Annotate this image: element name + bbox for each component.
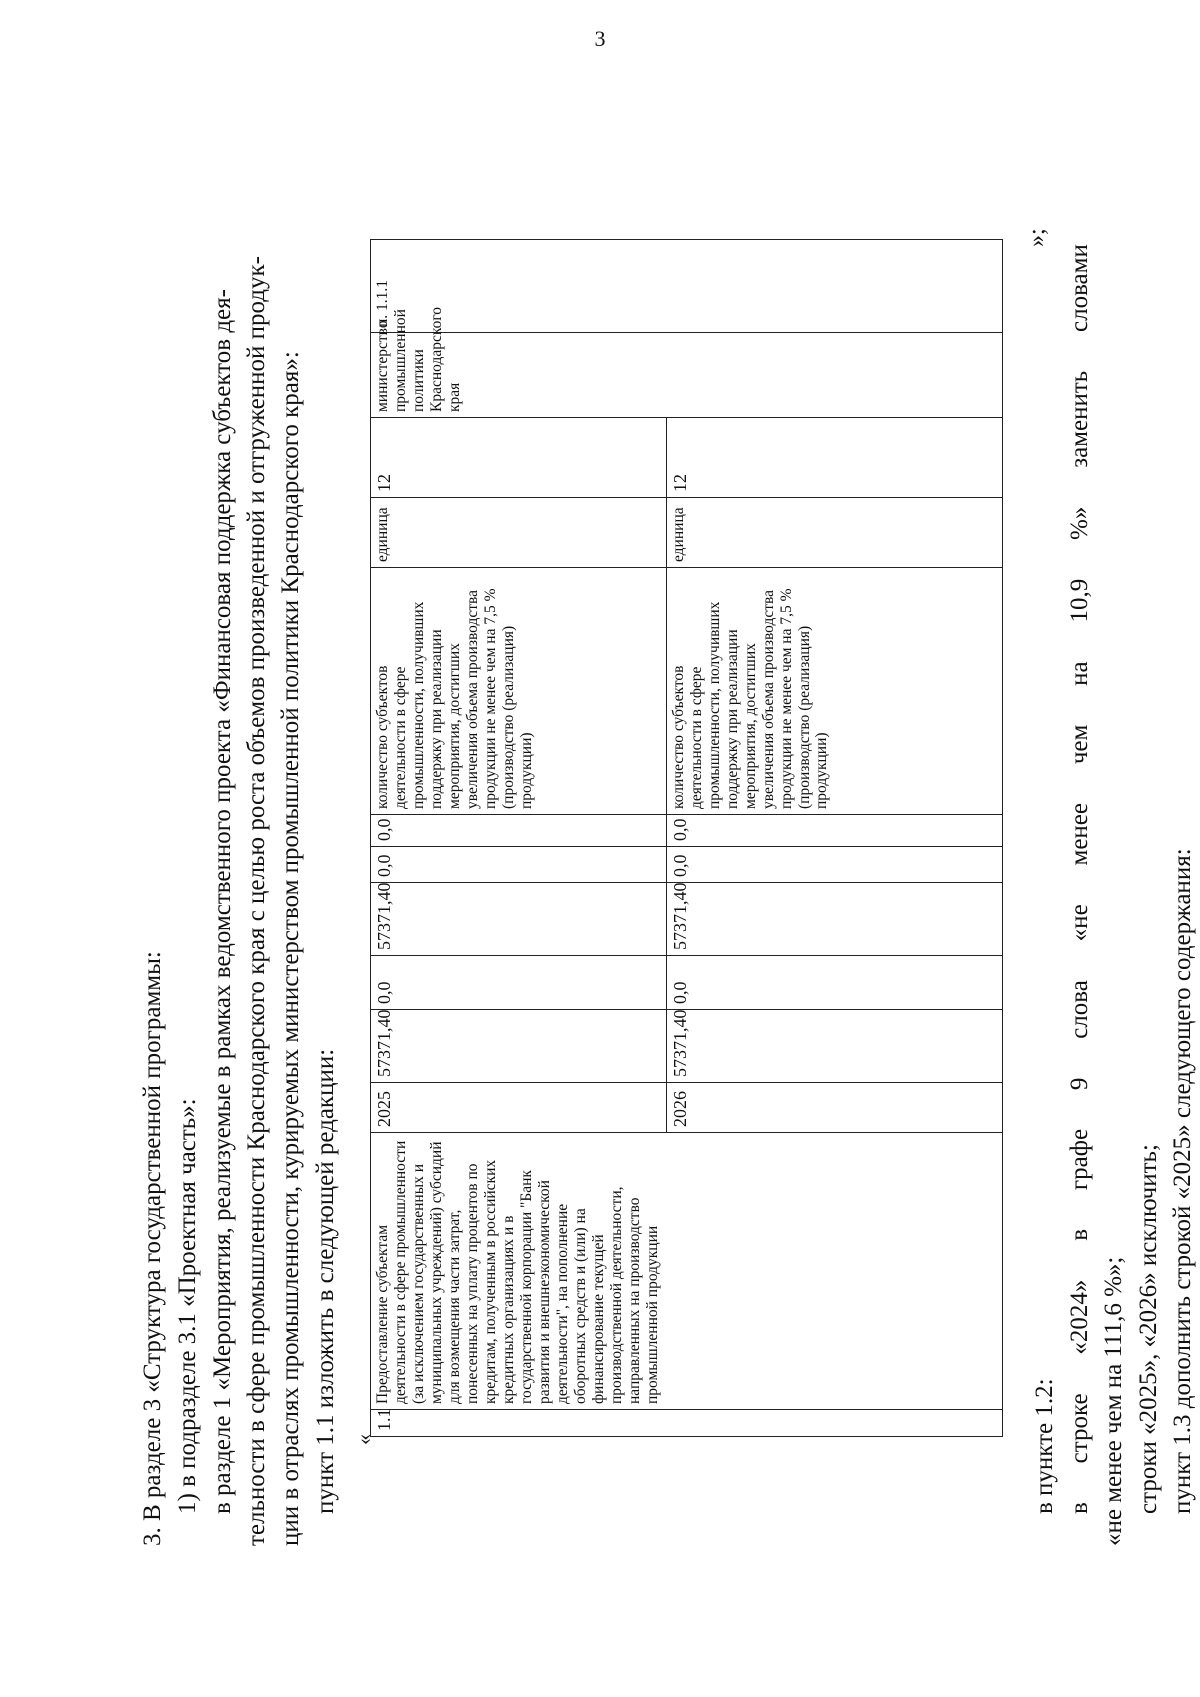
amendment-word: заменить bbox=[1066, 370, 1093, 468]
regional-funding-cell: 57371,40 bbox=[371, 883, 667, 956]
delete-rows-line: строки «2025», «2026» исключить; bbox=[1135, 1144, 1162, 1514]
amendment-word: слова bbox=[1066, 980, 1093, 1039]
page-number: 3 bbox=[594, 26, 606, 51]
subsection-heading: 1) в подразделе 3.1 «Проектная часть»: bbox=[174, 1098, 201, 1514]
opening-quote: « bbox=[351, 1434, 376, 1445]
add-row-line: пункт 1.3 дополнить строкой «2025» следующего содержания: bbox=[1169, 848, 1196, 1514]
indicator-cell: количество субъектов деятельности в сфере промышленности, получивших поддержку при реализации мероприятия, достигших увеличения объема производства продукции не менее чем на 7,5 % (производство (реализация) продукции) bbox=[666, 568, 1002, 815]
amendment-word: графе bbox=[1066, 1128, 1093, 1191]
table-row bbox=[371, 240, 667, 1437]
amendment-word: в bbox=[1066, 1228, 1093, 1241]
total-funding-cell: 57371,40 bbox=[371, 1010, 667, 1083]
amendment-word: строке bbox=[1066, 1393, 1093, 1464]
extra-budget-funding-cell: 0,0 bbox=[371, 815, 667, 847]
executor-cell: министерство промышленной политики Краснодарского края bbox=[371, 333, 1003, 418]
amendment-line-continuation: «не менее чем на 111,6 %»; bbox=[1100, 1256, 1127, 1546]
amendment-word: в bbox=[1066, 1502, 1093, 1514]
point-heading: в пункте 1.2: bbox=[1031, 1378, 1058, 1514]
total-funding-cell: 57371,40 bbox=[666, 1010, 1002, 1083]
intro-paragraph-line-2: тельности в сфере промышленности Краснодарского края с целью роста объемов произведенной и отгруженной продук- bbox=[243, 256, 270, 1546]
intro-paragraph-line-1: в разделе 1 «Мероприятия, реализуемые в рамках ведомственного проекта «Финансовая поддержка субъектов дея- bbox=[209, 289, 236, 1514]
year-cell: 2026 bbox=[666, 1083, 1002, 1133]
amendment-word: «2024» bbox=[1066, 1279, 1093, 1355]
section-heading: 3. В разделе 3 «Структура государственной программы: bbox=[139, 951, 166, 1546]
amendment-word: «не bbox=[1066, 904, 1093, 942]
amendment-word: менее bbox=[1066, 803, 1093, 866]
amendment-word: %» bbox=[1066, 506, 1093, 540]
local-funding-cell: 0,0 bbox=[371, 847, 667, 883]
federal-funding-cell: 0,0 bbox=[666, 956, 1002, 1010]
regional-funding-cell: 57371,40 bbox=[666, 883, 1002, 956]
extra-budget-funding-cell: 0,0 bbox=[666, 815, 1002, 847]
year-cell: 2025 bbox=[371, 1083, 667, 1133]
measures-table bbox=[370, 239, 1003, 1437]
amendment-word: 9 bbox=[1066, 1077, 1093, 1091]
row-number-cell: 1.1 bbox=[371, 1410, 1003, 1437]
closing-quote: »; bbox=[1024, 228, 1050, 247]
measure-description-cell: Предоставление субъектам деятельности в сфере промышленности (за исключением государственных и муниципальных учреждений) субсидий для возмещения части затрат, понесенных на уплату процентов по кредитам, полученным в российских кредитных организациях и в государственной корпорации "Банк развития и внешнеэкономической деятельности", на пополнение оборотных средств и (или) на финансирование текущей производственной деятельности, направленных на производство промышленной продукции bbox=[371, 1133, 1003, 1410]
federal-funding-cell: 0,0 bbox=[371, 956, 667, 1010]
amendment-line bbox=[1067, 244, 1092, 1514]
amendment-word: словами bbox=[1066, 244, 1093, 332]
unit-cell: единица bbox=[666, 498, 1002, 568]
indicator-cell: количество субъектов деятельности в сфере промышленности, получивших поддержку при реализации мероприятия, достигших увеличения объема производства продукции не менее чем на 7,5 % (производство (реализация) продукции) bbox=[371, 568, 667, 815]
reference-cell: п. 1.1.1 bbox=[371, 240, 1003, 333]
amendment-word: на bbox=[1066, 661, 1093, 686]
amendment-word: 10,9 bbox=[1066, 578, 1093, 623]
amendment-word: чем bbox=[1066, 724, 1093, 765]
local-funding-cell: 0,0 bbox=[666, 847, 1002, 883]
intro-paragraph-line-3: ции в отраслях промышленности, курируемых министерством промышленной политики Краснодарского края»: bbox=[277, 351, 304, 1546]
instruction-line: пункт 1.1 изложить в следующей редакции: bbox=[312, 1048, 339, 1514]
indicator-value-cell: 12 bbox=[371, 418, 667, 498]
unit-cell: единица bbox=[371, 498, 667, 568]
indicator-value-cell: 12 bbox=[666, 418, 1002, 498]
